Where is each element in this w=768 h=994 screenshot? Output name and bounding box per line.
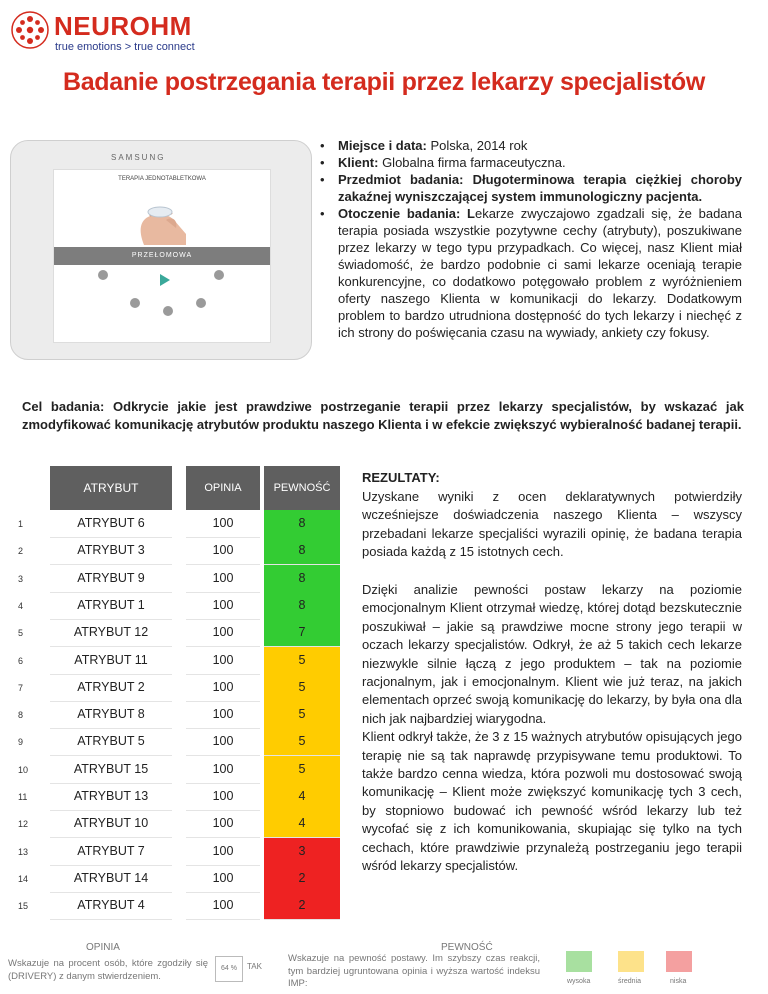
cell-opinion: 100 xyxy=(186,701,260,729)
cell-opinion: 100 xyxy=(186,510,260,538)
table-row xyxy=(10,510,340,537)
screen-bar: PRZEŁOMOWA xyxy=(54,247,270,265)
cell-certainty: 8 xyxy=(264,565,340,593)
tablet-brand: SAMSUNG xyxy=(111,153,166,162)
table-row xyxy=(10,783,340,810)
row-number: 15 xyxy=(18,901,29,912)
legend-opinion-desc: Wskazuje na procent osób, które zgodziły się (DRIVERY) z danym stwierdzeniem. xyxy=(8,958,208,982)
cell-attribute: ATRYBUT 13 xyxy=(50,783,172,811)
table-row xyxy=(10,810,340,837)
cell-opinion: 100 xyxy=(186,565,260,593)
cell-attribute: ATRYBUT 5 xyxy=(50,728,172,756)
cell-attribute: ATRYBUT 12 xyxy=(50,619,172,647)
cell-attribute: ATRYBUT 9 xyxy=(50,565,172,593)
row-number: 11 xyxy=(18,792,28,802)
detail-item: • Miejsce i data: Polska, 2014 rok xyxy=(318,137,742,154)
cell-opinion: 100 xyxy=(186,865,260,893)
row-number: 1 xyxy=(18,519,24,529)
cell-opinion: 100 xyxy=(186,674,260,702)
cell-attribute: ATRYBUT 10 xyxy=(50,810,172,838)
study-details xyxy=(318,137,742,341)
cell-opinion: 100 xyxy=(186,783,260,811)
legend-certainty-title: PEWNOŚĆ xyxy=(441,942,493,953)
cell-certainty: 4 xyxy=(264,810,340,838)
cell-attribute: ATRYBUT 4 xyxy=(50,892,172,920)
row-number: 4 xyxy=(18,600,24,611)
cell-attribute: ATRYBUT 2 xyxy=(50,674,172,702)
table-row xyxy=(10,701,340,728)
legend-swatch-medium xyxy=(618,951,644,972)
detail-item: • Klient: Globalna firma farmaceutyczna. xyxy=(318,154,742,171)
cell-certainty: 5 xyxy=(264,674,340,702)
cell-certainty: 8 xyxy=(264,510,340,538)
logo-wordmark: NEUROHM xyxy=(54,11,192,41)
cell-attribute: ATRYBUT 6 xyxy=(50,510,172,538)
table-row xyxy=(10,537,340,564)
tablet-screen xyxy=(53,169,271,343)
cell-certainty: 5 xyxy=(264,701,340,729)
logo-mark-icon xyxy=(10,10,50,50)
results-paragraph-2: Dzięki analizie pewności postaw lekarzy na poziomie emocjonalnym Klient otrzymał wiedzę, której dotąd bezskutecznie poszukiwał – jakie są prawdziwe mocne strony jego terapii w oczach lekarzy specjalistów. Odkrył, że aż 5 takich cech lekarze niezwykle silnie łączą z jego produktem – tak na poziomie racjonalnym, jak i emocjonalnym. Klient wie już teraz, na jakich elementach oprzeć swoją komunikację do lekarzy, by była ona dla nich jak najbardziej wiarygodna. Klient odkrył także, że 3 z 15 ważnych atrybutów opisujących jego terapię nie są tak naprawdę przypisywane temu produktowi. To także bardzo cenna wiedza, która pozwoli mu dostosować swoją komunikację – Klient może zwiększyć komunikację tych 3 cech, by stopniowo budować ich pewność wśród lekarzy lub też wycofać się z ich komunikowania, skupiając się tylko na tych cechach, które prawdziwie przynależą postrzeganiu jego terapii wśród lekarzy specjalistów. xyxy=(362,582,742,874)
cell-certainty: 7 xyxy=(264,619,340,647)
legend-swatch-high xyxy=(566,951,592,972)
row-number: 6 xyxy=(18,655,24,666)
cell-opinion: 100 xyxy=(186,592,260,620)
legend-label-high: wysoka xyxy=(567,978,591,985)
cell-opinion: 100 xyxy=(186,838,260,866)
header-attribute: ATRYBUT xyxy=(50,466,172,510)
cell-certainty: 5 xyxy=(264,647,340,675)
cell-attribute: ATRYBUT 3 xyxy=(50,537,172,565)
cell-certainty: 5 xyxy=(264,728,340,756)
row-number: 10 xyxy=(18,764,29,775)
logo xyxy=(10,8,210,54)
row-number: 3 xyxy=(18,573,24,584)
detail-item: • Przedmiot badania: Długoterminowa terapia ciężkiej choroby zakaźnej wyniszczającej system immunologiczny pacjenta. xyxy=(318,171,742,205)
header-certainty: PEWNOŚĆ xyxy=(264,466,340,510)
legend-opinion-box: 64 % xyxy=(215,956,243,982)
tablet-illustration xyxy=(10,140,312,360)
table-row xyxy=(10,647,340,674)
cell-opinion: 100 xyxy=(186,537,260,565)
cell-attribute: ATRYBUT 7 xyxy=(50,838,172,866)
table-row xyxy=(10,892,340,919)
row-number: 9 xyxy=(18,737,24,748)
table-row xyxy=(10,565,340,592)
row-number: 7 xyxy=(18,682,24,693)
row-number: 12 xyxy=(18,819,29,830)
table-row xyxy=(10,865,340,892)
cell-opinion: 100 xyxy=(186,756,260,784)
screen-title: TERAPIA JEDNOTABLETKOWA xyxy=(118,176,206,182)
cell-certainty: 2 xyxy=(264,892,340,920)
screen-dot-icon xyxy=(98,270,108,280)
cell-certainty: 3 xyxy=(264,838,340,866)
cell-attribute: ATRYBUT 15 xyxy=(50,756,172,784)
table-row xyxy=(10,592,340,619)
header-opinion: OPINIA xyxy=(186,466,260,510)
cell-certainty: 2 xyxy=(264,865,340,893)
row-number: 2 xyxy=(18,546,24,557)
table-row xyxy=(10,756,340,783)
legend-swatch-low xyxy=(666,951,692,972)
cell-opinion: 100 xyxy=(186,619,260,647)
cell-attribute: ATRYBUT 14 xyxy=(50,865,172,893)
cell-attribute: ATRYBUT 1 xyxy=(50,592,172,620)
hand-pill-icon xyxy=(116,190,206,245)
cell-attribute: ATRYBUT 11 xyxy=(50,647,172,675)
screen-dot-icon xyxy=(214,270,224,280)
cell-attribute: ATRYBUT 8 xyxy=(50,701,172,729)
legend-certainty-desc: Wskazuje na pewność postawy. Im szybszy czas reakcji, tym bardziej ugruntowana opinia i wyższa wartość indeksu IMP: xyxy=(288,953,540,989)
cell-opinion: 100 xyxy=(186,810,260,838)
legend-opinion-tak: TAK xyxy=(247,962,262,971)
table-row xyxy=(10,728,340,755)
detail-item: • Otoczenie badania: Lekarze zwyczajowo zgadzali się, że badana terapia posiada wszystkie pozytywne cechy (atrybuty), poszukiwane przez lekarzy w tego typu przypadkach. Co więcej, nasz Klient miał świadomość, że bardzo podobnie ci sami lekarze oceniają terapie konkurencyjne, co dodatkowo potęgowało problem z wyróżnieniem oferty naszego Klienta w komunikacji do lekarzy. Dodatkowym problem to bardzo utrudniona dostępność do tych lekarzy i niechęć z ich strony do poświęcania czasu na wywiady, ankiety czy fokusy. xyxy=(318,205,742,341)
screen-dot-icon xyxy=(196,298,206,308)
legend-label-medium: średnia xyxy=(618,978,641,985)
results-paragraph-1: Uzyskane wyniki z ocen deklaratywnych potwierdziły wcześniejsze doświadczenia naszego Klienta – wszyscy przebadani lekarze specjaliści wyrazili opinię, że badana terapia posiada każdą z 15 istotnych cech. xyxy=(362,489,742,560)
table-row xyxy=(10,838,340,865)
row-number: 8 xyxy=(18,710,24,721)
study-goal: Cel badania: Odkrycie jakie jest prawdziwe postrzeganie terapii przez lekarzy specjalistów, by wskazać jak zmodyfikować komunikację atrybutów produktu naszego Klienta i w efekcie zwiększyć wybieralność badanej terapii. xyxy=(22,399,744,432)
screen-dot-icon xyxy=(130,298,140,308)
legend-label-low: niska xyxy=(670,978,687,985)
table-row xyxy=(10,674,340,701)
screen-dot-icon xyxy=(163,306,173,316)
play-icon xyxy=(160,274,170,286)
logo-tagline: true emotions > true connect xyxy=(55,41,195,53)
row-number: 5 xyxy=(18,628,24,639)
legend-opinion-title: OPINIA xyxy=(86,942,120,953)
page-title: Badanie postrzegania terapii przez lekarzy specjalistów xyxy=(62,68,706,96)
row-number: 13 xyxy=(18,846,29,857)
cell-opinion: 100 xyxy=(186,892,260,920)
cell-opinion: 100 xyxy=(186,647,260,675)
cell-opinion: 100 xyxy=(186,728,260,756)
cell-certainty: 4 xyxy=(264,783,340,811)
cell-certainty: 8 xyxy=(264,592,340,620)
row-number: 14 xyxy=(18,873,29,884)
table-row xyxy=(10,619,340,646)
results-heading: REZULTATY: xyxy=(362,470,440,485)
cell-certainty: 5 xyxy=(264,756,340,784)
cell-certainty: 8 xyxy=(264,537,340,565)
